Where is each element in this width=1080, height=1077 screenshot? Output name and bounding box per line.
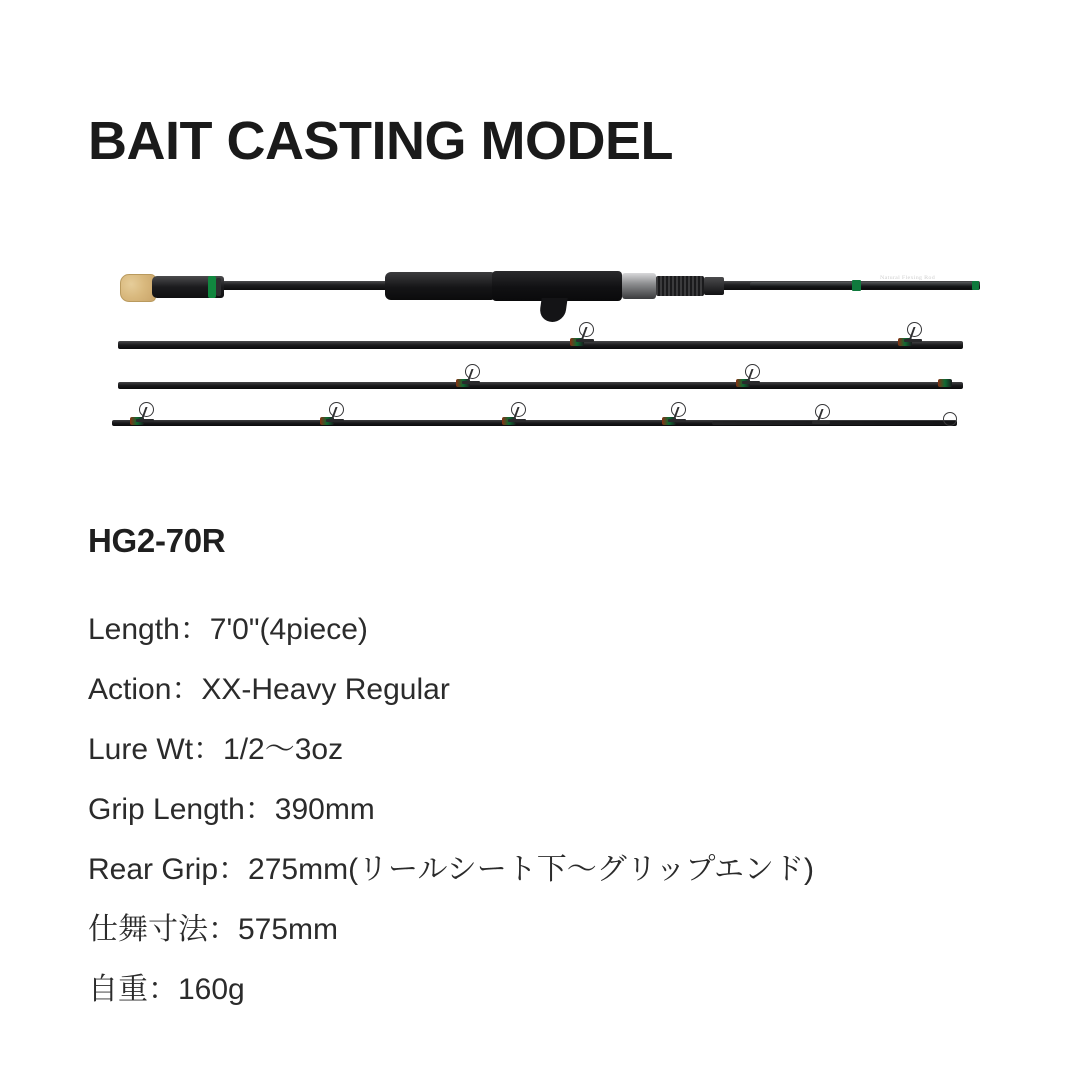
product-image <box>100 238 980 458</box>
reel-seat-thread <box>656 276 704 296</box>
reel-seat <box>492 271 622 301</box>
rod-section-2 <box>118 330 963 360</box>
guide-frame <box>668 419 686 422</box>
guide-frame <box>812 421 830 424</box>
page-title: BAIT CASTING MODEL <box>88 111 673 171</box>
line-guide <box>576 322 594 342</box>
rod-blank-tip-taper <box>712 421 957 425</box>
guide-ring-icon <box>943 412 957 426</box>
rod-section-butt <box>110 258 970 308</box>
spec-line-action: Action：XX-Heavy Regular <box>88 673 450 706</box>
reel-seat-trigger <box>538 298 567 322</box>
line-guide <box>462 364 480 384</box>
spec-line-rear-grip: Rear Grip：275mm(リールシート下〜グリップエンド) <box>88 853 814 886</box>
line-guide <box>508 402 526 422</box>
line-guide <box>812 404 830 424</box>
fore-grip <box>385 272 495 300</box>
spec-line-length: Length：7'0"(4piece) <box>88 613 368 646</box>
line-guide <box>904 322 922 342</box>
reel-seat-nut <box>622 273 656 299</box>
green-wrap-accent <box>852 280 861 291</box>
green-wrap-accent <box>972 281 979 290</box>
line-guide <box>136 402 154 422</box>
green-grip-ring <box>208 276 216 298</box>
model-name: HG2-70R <box>88 522 226 559</box>
spec-list <box>88 600 978 1020</box>
reel-seat-end <box>704 277 724 295</box>
line-guide <box>742 364 760 384</box>
guide-frame <box>742 381 760 384</box>
spec-line-collapsed-length: 仕舞寸法：575mm <box>88 913 339 946</box>
tip-top-guide <box>940 412 958 428</box>
guide-frame <box>904 339 922 342</box>
line-guide <box>326 402 344 422</box>
rod-section-3 <box>118 372 963 400</box>
rod-blank-2 <box>118 341 963 349</box>
guide-frame <box>508 419 526 422</box>
spec-line-weight: 自重：160g <box>88 973 245 1006</box>
guide-wrap <box>938 379 952 387</box>
spec-line-lure-wt: Lure Wt：1/2〜3oz <box>88 733 344 766</box>
cork-butt-cap <box>120 274 156 302</box>
rod-blank-3 <box>118 382 963 389</box>
blank-logo-text: Natural Flexing Rod <box>880 275 936 281</box>
guide-frame <box>462 381 480 384</box>
guide-frame <box>576 339 594 342</box>
rod-blank-butt-taper <box>750 282 980 289</box>
grip-ring <box>216 278 221 296</box>
rod-section-tip <box>112 410 962 442</box>
spec-line-grip-length: Grip Length：390mm <box>88 793 375 826</box>
guide-frame <box>136 419 154 422</box>
guide-frame <box>326 419 344 422</box>
line-guide <box>668 402 686 422</box>
